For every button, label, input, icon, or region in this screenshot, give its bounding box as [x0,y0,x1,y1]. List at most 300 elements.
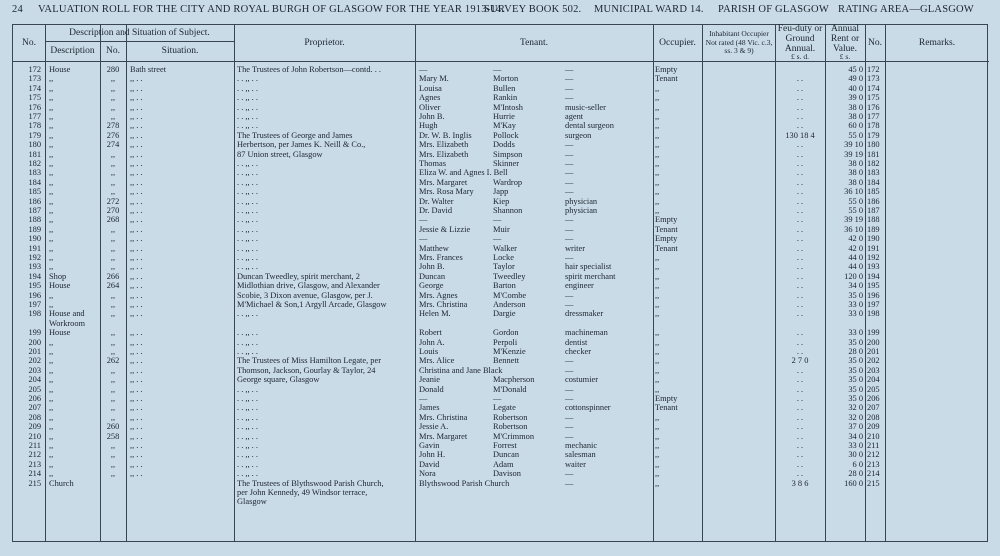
table-row [13,159,989,168]
row-number: 190 [28,234,41,244]
occupation-cell: dentist [565,337,588,347]
occupation-cell: — [565,83,574,93]
situation-cell: ,, . . [130,243,143,253]
table-row [13,84,989,93]
annual-value-cell: 39 19 [844,215,863,225]
feu-duty-cell: . . [796,394,804,403]
row-number-right: 193 [867,262,880,272]
occupier-cell: ,, [655,83,660,93]
feu-duty-cell: . . [796,243,804,253]
feu-duty-cell: 130 18 4 [785,130,815,140]
annual-value-cell: 38 0 [848,112,863,121]
situation-cell: ,, . . [130,375,143,385]
annual-value-cell: 44 0 [848,253,863,262]
occupation-cell: cottonspinner [565,403,611,413]
row-number-right: 178 [867,121,880,131]
row-number-right: 206 [867,394,880,403]
tenant-surname-cell: Kiep [493,196,510,206]
page-number: 24 [12,4,23,15]
occupation-cell: — [565,65,574,74]
occupation-cell: — [565,384,574,394]
annual-value-cell: 35 0 [848,356,863,366]
tenant-forename-cell: Matthew [419,243,449,253]
tenant-surname-cell: — [493,215,502,225]
description-cell: ,, [49,121,54,131]
row-number: 187 [28,206,41,215]
description-cell: ,, [49,215,54,225]
annual-value-cell: 38 0 [848,159,863,168]
proprietor-cell: . . ,, . . [237,224,258,234]
row-number: 174 [28,83,41,93]
table-row [13,497,989,506]
occupier-cell: ,, [655,450,660,460]
situation-cell: Bath street [130,65,167,74]
tenant-surname-cell: Forrest [493,441,517,450]
table-row [13,394,989,403]
description-cell: ,, [49,450,54,460]
tenant-forename-cell: — [419,394,428,403]
survey-book: SURVEY BOOK 502. [484,4,582,15]
feu-duty-cell: . . [796,459,804,469]
street-number-cell: 272 [106,196,120,206]
street-number-cell: 270 [106,206,120,215]
annual-value-cell: 120 0 [844,271,863,281]
col-no-right: No. [868,38,882,48]
annual-value-cell: 55 0 [848,196,863,206]
situation-cell: ,, . . [130,215,143,225]
feu-duty-cell: . . [796,441,804,450]
tenant-forename-cell: James [419,403,440,413]
annual-value-cell: 35 0 [848,375,863,385]
description-cell: ,, [49,187,54,197]
annual-value-cell: 35 0 [848,394,863,403]
street-number-cell: ,, [110,459,116,469]
street-number-cell: ,, [110,328,116,338]
row-number: 192 [28,253,41,262]
proprietor-cell: . . ,, . . [237,112,258,121]
table-row [13,244,989,253]
description-cell: ,, [49,356,54,366]
tenant-forename-cell: Mrs. Christina [419,300,468,309]
tenant-forename-cell: Dr. Walter [419,196,454,206]
street-number-cell: ,, [110,168,116,178]
tenant-surname-cell: Robertson [493,422,528,432]
occupier-cell: ,, [655,253,660,262]
feu-duty-cell: . . [796,300,804,309]
row-number-right: 179 [867,130,880,140]
proprietor-cell: . . ,, . . [237,459,258,469]
row-number-right: 212 [867,450,880,460]
col-remarks: Remarks. [918,38,956,48]
tenant-forename-cell: Mrs. Margaret [419,177,468,187]
occupier-cell: ,, [655,459,660,469]
row-number: 193 [28,262,41,272]
tenant-forename-cell: Mrs. Margaret [419,431,468,441]
street-number-cell: ,, [110,347,116,356]
annual-value-cell: 33 0 [848,441,863,450]
feu-duty-cell: . . [796,375,804,385]
description-cell: House [49,65,71,74]
occupier-cell: ,, [655,168,660,178]
tenant-surname-cell: Barton [493,281,516,291]
row-number-right: 186 [867,196,880,206]
table-row [13,187,989,196]
tenant-surname-cell: Davison [493,469,521,479]
street-number-cell: ,, [110,337,116,347]
annual-value-cell: 38 0 [848,177,863,187]
row-number: 194 [28,271,41,281]
annual-units: £ s. [839,51,851,61]
street-number-cell: ,, [110,365,116,375]
annual-value-cell: 40 0 [848,83,863,93]
tenant-surname-cell: — [493,394,502,403]
street-number-cell: 278 [106,121,120,131]
situation-cell: ,, . . [130,187,143,197]
situation-cell: ,, . . [130,469,143,479]
tenant-forename-cell: Donald [419,384,444,394]
feu-duty-cell: . . [796,159,804,168]
feu-duty-cell: . . [796,196,804,206]
description-cell: ,, [49,337,54,347]
proprietor-cell: . . ,, . . [237,102,258,112]
occupier-cell: ,, [655,140,660,150]
occupation-cell: — [565,356,574,366]
street-number-cell: 260 [106,422,120,432]
page-title: VALUATION ROLL FOR THE CITY AND ROYAL BURGH OF GLASGOW FOR THE YEAR 1913-14. [38,4,505,15]
occupation-cell: — [565,253,574,262]
row-number: 176 [28,102,41,112]
occupier-cell: ,, [655,337,660,347]
occupier-cell: Tenant [655,224,678,234]
street-number-cell: 276 [106,130,120,140]
street-number-cell: ,, [110,300,116,309]
proprietor-cell: The Trustees of Miss Hamilton Legate, per [237,356,381,366]
situation-cell: ,, . . [130,328,143,338]
tenant-forename-cell: Mrs. Elizabeth [419,149,469,159]
table-row [13,460,989,469]
feu-duty-cell: . . [796,469,804,479]
description-cell: House [49,328,71,338]
tenant-surname-cell: M'Combe [493,290,527,300]
col-no: No. [22,38,36,48]
tenant-surname-cell: Morton [493,74,519,84]
occupier-cell: ,, [655,384,660,394]
table-row [13,272,989,281]
table-row [13,479,989,488]
situation-cell: ,, . . [130,74,143,84]
proprietor-cell: . . ,, . . [237,206,258,215]
occupier-cell: Tenant [655,243,678,253]
row-number-right: 201 [867,347,880,356]
tenant-surname-cell: Hurrie [493,112,515,121]
tenant-forename-cell: Hugh [419,121,438,131]
street-number-cell: 280 [106,65,120,74]
tenant-surname-cell: Gordon [493,328,519,338]
annual-value-cell: 35 0 [848,290,863,300]
col-inhabitant-occupier: Inhabitant Occupier Not rated (48 Vic. c.3, ss. 3 & 9) [705,29,773,56]
tenant-forename-cell: Louisa [419,83,442,93]
occupier-cell: Empty [655,234,678,244]
valuation-table [12,24,988,542]
proprietor-cell: . . ,, . . [237,347,258,356]
row-number: 210 [28,431,41,441]
proprietor-cell: . . ,, . . [237,412,258,422]
tenant-surname-cell: — [493,234,502,244]
annual-value-cell: 32 0 [848,403,863,413]
row-number-right: 191 [867,243,880,253]
row-number: 186 [28,196,41,206]
table-row [13,319,989,328]
description-cell: ,, [49,384,54,394]
occupier-cell: ,, [655,159,660,168]
tenant-forename-cell: Christina and Jane Black [419,365,503,375]
annual-value-cell: 33 0 [848,309,863,319]
proprietor-cell: . . ,, . . [237,196,258,206]
feu-duty-cell: . . [796,422,804,432]
feu-duty-cell: . . [796,450,804,460]
tenant-surname-cell: Muir [493,224,510,234]
description-cell: House [49,281,71,291]
proprietor-cell: . . ,, . . [237,403,258,413]
annual-value-cell: 34 0 [848,431,863,441]
feu-duty-cell: . . [796,384,804,394]
situation-cell: ,, . . [130,112,143,121]
tenant-forename-cell: Mrs. Christina [419,412,468,422]
occupier-cell: ,, [655,478,660,488]
situation-cell: ,, . . [130,102,143,112]
tenant-forename-cell: Mrs. Elizabeth [419,140,469,150]
row-number: 177 [28,112,41,121]
description-cell: ,, [49,74,54,84]
row-number: 214 [28,469,41,479]
description-cell: ,, [49,290,54,300]
table-row [13,300,989,309]
occupation-cell: — [565,149,574,159]
tenant-forename-cell: Jessie A. [419,422,449,432]
street-number-cell: ,, [110,384,116,394]
feu-duty-cell: . . [796,206,804,215]
tenant-forename-cell: Agnes [419,93,441,103]
tenant-forename-cell: Gavin [419,441,440,450]
annual-value-cell: 45 0 [848,65,863,74]
row-number: 191 [28,243,41,253]
proprietor-cell: per John Kennedy, 49 Windsor terrace, [237,488,368,497]
occupation-cell: — [565,159,574,168]
row-number: 211 [28,441,41,450]
description-cell: ,, [49,130,54,140]
occupation-cell: — [565,168,574,178]
street-number-cell: ,, [110,309,116,319]
table-row [13,413,989,422]
table-row [13,65,989,74]
col-proprietor: Proprietor. [304,38,345,48]
occupier-cell: ,, [655,121,660,131]
feu-duty-cell: . . [796,271,804,281]
description-cell: ,, [49,431,54,441]
occupation-cell: hair specialist [565,262,612,272]
occupation-cell: machineman [565,328,608,338]
table-row [13,234,989,243]
annual-value-cell: 35 0 [848,365,863,375]
table-row [13,291,989,300]
occupier-cell: ,, [655,300,660,309]
occupation-cell: — [565,422,574,432]
occupier-cell: ,, [655,469,660,479]
occupation-cell: — [565,224,574,234]
proprietor-cell: . . ,, . . [237,187,258,197]
feu-duty-cell: . . [796,281,804,291]
table-row [13,74,989,83]
row-number-right: 181 [867,149,880,159]
situation-cell: ,, . . [130,394,143,403]
situation-cell: ,, . . [130,365,143,375]
street-number-cell: ,, [110,469,116,479]
row-number: 200 [28,337,41,347]
proprietor-cell: . . ,, . . [237,243,258,253]
row-number: 178 [28,121,41,131]
row-number-right: 176 [867,102,880,112]
proprietor-cell: . . ,, . . [237,384,258,394]
occupier-cell: ,, [655,130,660,140]
row-number-right: 195 [867,281,880,291]
feu-duty-cell: . . [796,102,804,112]
table-row [13,168,989,177]
table-row [13,112,989,121]
occupation-cell: salesman [565,450,596,460]
row-number-right: 211 [867,441,880,450]
description-cell: ,, [49,365,54,375]
feu-duty-cell: . . [796,337,804,347]
proprietor-cell: . . ,, . . [237,168,258,178]
occupation-cell: music-seller [565,102,606,112]
tenant-surname-cell: Dodds [493,140,515,150]
occupation-cell: — [565,215,574,225]
row-number-right: 203 [867,365,880,375]
annual-value-cell: 33 0 [848,300,863,309]
street-number-cell: ,, [110,93,116,103]
col-description: Description [50,46,95,56]
situation-cell: ,, . . [130,83,143,93]
occupation-cell: dressmaker [565,309,604,319]
proprietor-cell: . . ,, . . [237,394,258,403]
col-desc-group: Description and Situation of Subject. [69,28,210,38]
situation-cell: ,, . . [130,281,143,291]
row-number-right: 177 [867,112,880,121]
row-number: 180 [28,140,41,150]
street-number-cell: ,, [110,403,116,413]
row-number-right: 182 [867,159,880,168]
situation-cell: ,, . . [130,422,143,432]
description-cell: ,, [49,243,54,253]
annual-value-cell: 42 0 [848,243,863,253]
situation-cell: ,, . . [130,337,143,347]
feu-duty-cell: . . [796,431,804,441]
proprietor-cell: The Trustees of George and James [237,130,353,140]
description-cell: ,, [49,234,54,244]
col-situation: Situation. [161,46,199,56]
tenant-forename-cell: Blythswood Parish Church [419,478,510,488]
occupation-cell: waiter [565,459,586,469]
row-number: 213 [28,459,41,469]
situation-cell: ,, . . [130,121,143,131]
tenant-surname-cell: Pollock [493,130,519,140]
feu-duty-cell: . . [796,168,804,178]
street-number-cell: ,, [110,262,116,272]
occupier-cell: Empty [655,65,678,74]
street-number-cell: ,, [110,83,116,93]
proprietor-cell: . . ,, . . [237,328,258,338]
feu-duty-cell: . . [796,74,804,84]
street-number-cell: ,, [110,412,116,422]
table-row [13,178,989,187]
proprietor-cell: . . ,, . . [237,337,258,347]
description-cell: ,, [49,412,54,422]
row-number-right: 192 [867,253,880,262]
tenant-surname-cell: M'Crimmon [493,431,535,441]
description-cell: ,, [49,441,54,450]
table-row [13,366,989,375]
tenant-forename-cell: Mrs. Rosa Mary [419,187,474,197]
table-row [13,432,989,441]
annual-value-cell: 39 19 [844,149,863,159]
tenant-surname-cell: M'Donald [493,384,527,394]
row-number-right: 213 [867,459,880,469]
tenant-surname-cell: M'Kay [493,121,516,131]
annual-value-cell: 35 0 [848,384,863,394]
annual-value-cell: 55 0 [848,206,863,215]
tenant-forename-cell: John B. [419,112,445,121]
row-number: 202 [28,356,41,366]
occupation-cell: — [565,412,574,422]
proprietor-cell: . . ,, . . [237,450,258,460]
feu-duty-cell: . . [796,121,804,131]
street-number-cell: ,, [110,102,116,112]
description-cell: ,, [49,300,54,309]
row-number-right: 209 [867,422,880,432]
feu-duty-cell: 3 8 6 [791,478,809,488]
col-number: No. [106,46,120,56]
tenant-surname-cell: — [493,65,502,74]
row-number: 196 [28,290,41,300]
occupier-cell: ,, [655,262,660,272]
tenant-forename-cell: — [419,234,428,244]
tenant-forename-cell: David [419,459,440,469]
annual-value-cell: 39 10 [844,140,863,150]
row-number-right: 215 [867,478,880,488]
proprietor-cell: . . ,, . . [237,121,258,131]
tenant-surname-cell: Macpherson [493,375,535,385]
row-number: 179 [28,130,41,140]
proprietor-cell: Midlothian drive, Glasgow, and Alexander [237,281,380,291]
description-cell: ,, [49,196,54,206]
feu-duty-cell: . . [796,177,804,187]
annual-value-cell: 28 0 [848,347,863,356]
feu-duty-cell: . . [796,187,804,197]
feu-duty-cell: . . [796,412,804,422]
proprietor-cell: 87 Union street, Glasgow [237,149,323,159]
occupier-cell: ,, [655,328,660,338]
street-number-cell: 274 [106,140,120,150]
table-row [13,262,989,271]
proprietor-cell: Herbertson, per James K. Neill & Co., [237,140,366,150]
row-number: 199 [28,328,41,338]
municipal-ward: MUNICIPAL WARD 14. [594,4,704,15]
row-number-right: 180 [867,140,880,150]
row-number-right: 214 [867,469,880,479]
situation-cell: ,, . . [130,347,143,356]
situation-cell: ,, . . [130,224,143,234]
annual-value-cell: 60 0 [848,121,863,131]
